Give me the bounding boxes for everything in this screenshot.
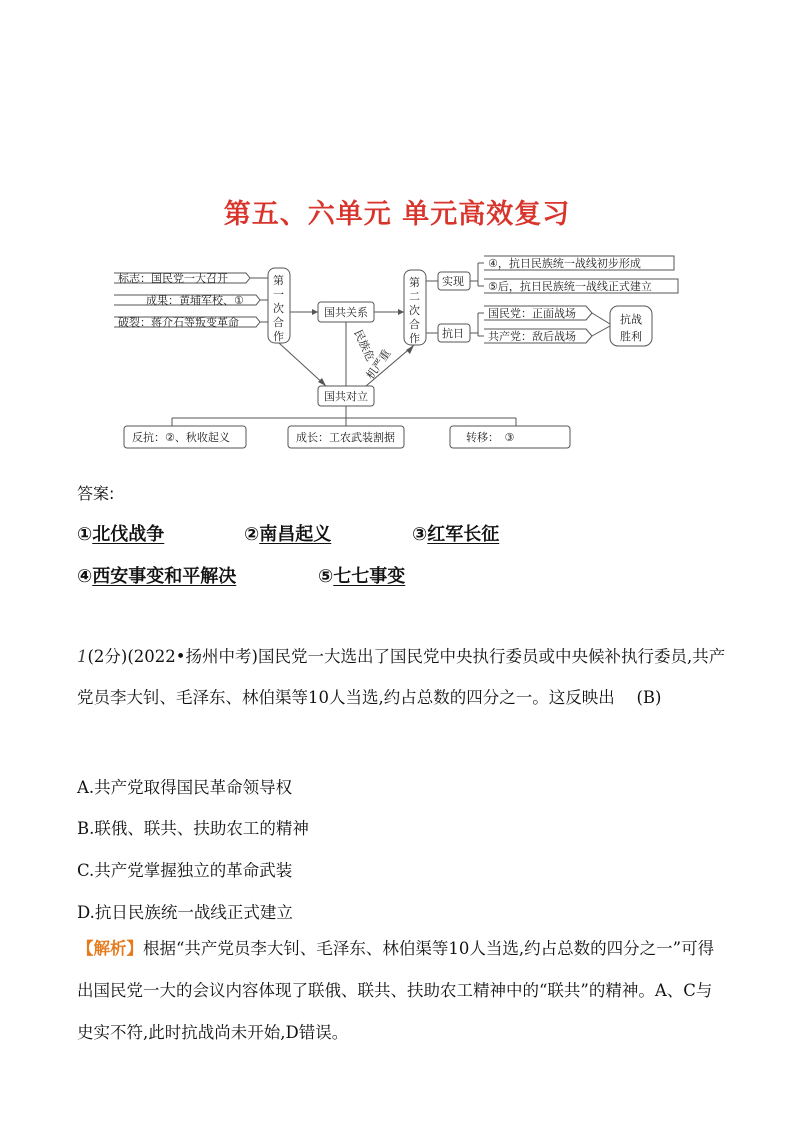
- answer-item: ③红军长征: [412, 524, 500, 545]
- anti-item: 共产党：敌后战场: [488, 330, 576, 343]
- second-coop-char: 次: [409, 304, 420, 317]
- answer-item: ②南昌起义: [244, 524, 332, 545]
- bottom-item-resist: 反抗：②、秋收起义: [132, 431, 230, 444]
- second-coop-char: 合: [409, 318, 420, 331]
- left-item-result: 成果：黄埔军校、①: [146, 294, 244, 307]
- realize-item: ⑤后，抗日民族统一战线正式建立: [488, 280, 652, 293]
- anti-item: 国民党：正面战场: [488, 307, 576, 320]
- option-b: B.联俄、联共、扶助农工的精神: [77, 819, 309, 838]
- second-coop-char: 第: [409, 276, 420, 289]
- answer-item: ①北伐战争: [77, 524, 165, 545]
- realize-label: 实现: [442, 275, 464, 288]
- center-relation-label: 国共关系: [324, 306, 368, 319]
- center-opposition-label: 国共对立: [324, 390, 368, 403]
- option-d: D.抗日民族统一战线正式建立: [77, 903, 293, 922]
- left-item-flag: 标志：国民党一大召开: [118, 272, 228, 285]
- crisis-label-right: 机严重: [363, 347, 394, 382]
- answer-label: 答案:: [77, 484, 115, 503]
- first-coop-char: 第: [273, 274, 284, 287]
- realize-item: ④，抗日民族统一战线初步形成: [488, 257, 641, 270]
- analysis: [77, 928, 727, 1054]
- question-stem: [77, 636, 727, 718]
- analysis-text: 根据“共产党员李大钊、毛泽东、林伯渠等10人当选,约占总数的四分之一”可得出国民党一大的会议内容体现了联俄、联共、扶助农工精神中的“联共”的精神。A、C与史实不符,此时抗战尚未开始,D错误。: [77, 939, 715, 1042]
- victory-label: 胜利: [620, 330, 642, 343]
- first-coop-char: 次: [273, 302, 284, 315]
- second-coop-char: 二: [409, 290, 420, 303]
- first-coop-char: 合: [273, 316, 284, 329]
- answer-item: ④西安事变和平解决: [77, 566, 237, 587]
- bottom-item-grow: 成长：工农武装割据: [296, 431, 395, 444]
- left-item-break: 破裂：蒋介石等叛变革命: [118, 316, 239, 329]
- first-coop-char: 一: [273, 288, 284, 301]
- option-c: C.共产党掌握独立的革命武装: [77, 861, 293, 880]
- page-title: 第五、六单元 单元高效复习: [223, 199, 571, 230]
- second-coop-char: 作: [409, 332, 420, 345]
- question-number: 1: [77, 647, 88, 666]
- question-text: (2分)(2022•扬州中考)国民党一大选出了国民党中央执行委员或中央候补执行委员,共产党员李大钊、毛泽东、林伯渠等10人当选,约占总数的四分之一。这反映出 (B): [77, 647, 726, 707]
- knowledge-diagram: [100, 240, 690, 455]
- answer-item: ⑤七七事变: [318, 566, 406, 587]
- analysis-tag: 【解析】: [77, 939, 143, 958]
- crisis-label-left: 民族危: [351, 327, 378, 364]
- first-coop-char: 作: [273, 330, 284, 343]
- victory-label: 抗战: [620, 313, 642, 326]
- option-a: A.共产党取得国民革命领导权: [77, 778, 293, 797]
- bottom-item-move: 转移： ③: [466, 431, 515, 444]
- anti-japan-label: 抗日: [442, 327, 464, 340]
